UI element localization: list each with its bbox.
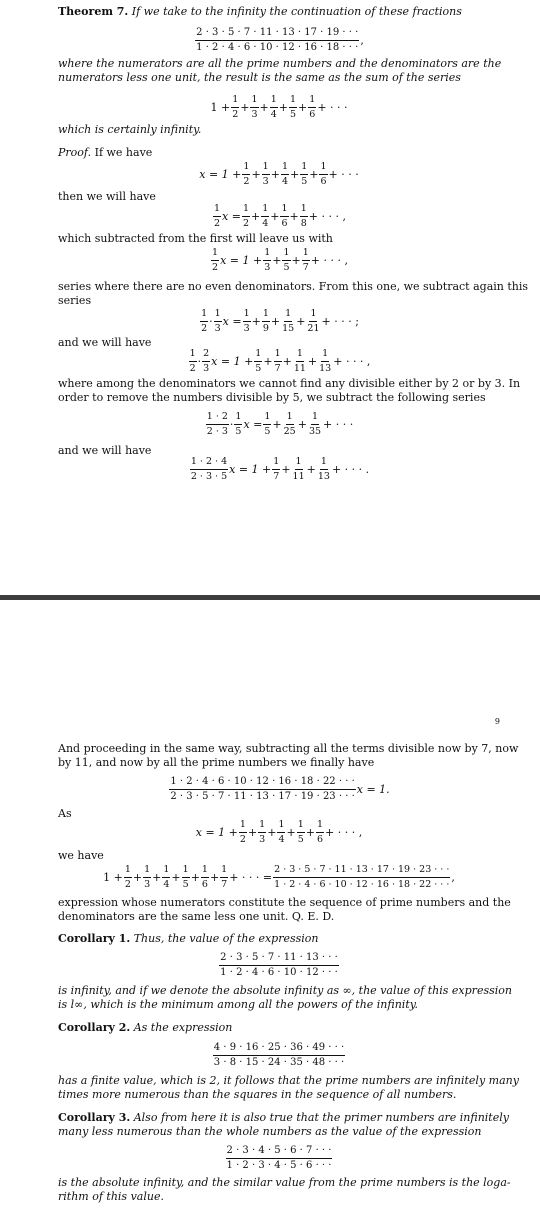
equation-corollary-2 bbox=[58, 1036, 500, 1074]
body-line: order to remove the numbers divisible by 5, we subtract the following series bbox=[58, 391, 486, 404]
equation-odd-series: 1 2 x = 1 + $\frac{1}{3}$ + 1 5 + 1 7 + · · · , bbox=[212, 246, 348, 273]
body-line: and we will have bbox=[58, 336, 152, 349]
equation-result-series: 1 · 2 · 4 2 · 3 · 5 x = 1 + $\frac{1}{7}$ + 1 11 + 1 13 + · · · . bbox=[190, 455, 370, 482]
corollary-label: Corollary 3. bbox=[58, 1111, 131, 1124]
body-line: by 11, and now by all the prime numbers we finally have bbox=[58, 756, 375, 769]
theorem-label: Theorem 7. bbox=[58, 5, 129, 18]
body-line: then we will have bbox=[58, 190, 156, 203]
corollary-text-line: is the absolute infinity, and the similar value from the prime numbers is the loga- bbox=[58, 1176, 511, 1189]
theorem-7-statement bbox=[58, 5, 500, 19]
body-line: And proceeding in the same way, subtracting all the terms divisible now by 7, now bbox=[58, 742, 519, 755]
proof-intro: Proof. If we have bbox=[58, 146, 153, 159]
body-line: where among the denominators we cannot find any divisible either by 2 or by 3. In bbox=[58, 377, 521, 390]
fraction: 1 · 2 · 4 · 6 · 10 · 12 · 16 · 18 · 22 · · · 2 · 3 · 5 · 7 · 11 · 13 · 17 · 19 · 23 · · · bbox=[170, 775, 355, 802]
body-line: denominators are the same less one unit. Q. E. D. bbox=[58, 910, 335, 923]
body-line: we have bbox=[58, 849, 104, 862]
body-line: series where there are no even denominators. From this one, we subtract again this bbox=[58, 280, 529, 293]
theorem-text-line: which is certainly infinity. bbox=[58, 123, 202, 136]
corollary-3-intro: Corollary 3. Also from here it is also true that the primer numbers are infinitely bbox=[58, 1111, 509, 1124]
body-line: series bbox=[58, 294, 92, 307]
body-line: and we will have bbox=[58, 444, 152, 457]
corollary-text-line: rithm of this value. bbox=[58, 1190, 164, 1203]
equation-two-thirds: 1 2 · 2 3 x = 1 + $\frac{1}{5}$ + 1 7 + 1 11 + 1 13 + · · · , bbox=[189, 347, 371, 374]
equation-corollary-1 bbox=[58, 946, 500, 984]
equation-x-series: x = 1 + $\frac{1}{2}$ + 1 3 + 1 4 + 1 5 + 1 6 + · · · , bbox=[195, 818, 363, 845]
body-line: expression whose numerators constitute the sequence of prime numbers and the bbox=[58, 896, 511, 909]
equation-euler-product: 1 + $\frac{1}{2}$ + 1 3 + 1 4 + 1 5 + 1 6 + 1 7 + · · · = $\frac{2 \cdot 3 \cdot 5 \cdot 7 \cdot 11 \cdot 13 \cdot 17 \cdot 19 \cdot 23 \cdot \cdot \cdot}{1 \cdot 2 \cdot 4 \cdot 6 \cdot 10 \cdot 12 \cdot 16 \cdot 18 \cdot 22 \cdot \cdot \cdot}$ , bbox=[103, 863, 455, 890]
corollary-label: Corollary 1. bbox=[58, 932, 131, 945]
theorem-text: If we take to the infinity the continuation of these fractions bbox=[131, 5, 462, 18]
corollary-label: Corollary 2. bbox=[58, 1021, 131, 1034]
fraction: 4 · 9 · 16 · 25 · 36 · 49 · · · 3 · 8 · 15 · 24 · 35 · 48 · · · bbox=[213, 1041, 345, 1068]
fraction: 2 · 3 · 4 · 5 · 6 · 7 · · · 1 · 2 · 3 · 4 · 5 · 6 · · · bbox=[226, 1144, 332, 1171]
page-number: 9 bbox=[494, 717, 500, 726]
corollary-text-line: many less numerous than the whole numbers as the value of the expression bbox=[58, 1125, 482, 1138]
corollary-2-intro: Corollary 2. As the expression bbox=[58, 1021, 233, 1034]
equation-x-series: x = 1 + $\frac{1}{2}$ + 1 3 + 1 4 + 1 5 + 1 6 + · · · bbox=[199, 160, 359, 187]
equation-corollary-3 bbox=[58, 1139, 500, 1177]
equation-half-x: 1 2 x = $\frac{1}{2}$ + 1 4 + 1 6 + 1 8 + · · · , bbox=[213, 202, 346, 229]
corollary-text-line: has a finite value, which is 2, it follows that the prime numbers are infinitely many bbox=[58, 1074, 519, 1087]
equation-final-product: 1 · 2 · 4 · 6 · 10 · 12 · 16 · 18 · 22 · · · 2 · 3 · 5 · 7 · 11 · 13 · 17 · 19 · 23 · · · x = 1. bbox=[170, 775, 390, 802]
page-1 bbox=[0, 0, 540, 595]
corollary-text-line: times more numerous than the squares in the sequence of all numbers. bbox=[58, 1088, 457, 1101]
page-2 bbox=[0, 600, 540, 1209]
corollary-text-line: is infinity, and if we denote the absolute infinity as ∞, the value of this expression bbox=[58, 984, 512, 997]
fraction: 2 · 3 · 5 · 7 · 11 · 13 · · · 1 · 2 · 4 · 6 · 10 · 12 · · · bbox=[220, 951, 338, 978]
equation-harmonic-series: 1 + $\frac{1}{2}$ + 1 3 + 1 4 + 1 5 + 1 6 + · · · bbox=[210, 93, 348, 120]
body-line: which subtracted from the first will leave us with bbox=[58, 232, 333, 245]
corollary-1-intro: Corollary 1. Thus, the value of the expression bbox=[58, 932, 319, 945]
proof-label: Proof. bbox=[58, 146, 92, 159]
equation-third-series: 1 2 · 1 3 x = $\frac{1}{3}$ + 1 9 + 1 15 + 1 21 + · · · ; bbox=[201, 307, 359, 334]
body-line: As bbox=[58, 807, 72, 820]
fraction: $\frac{2 \cdot 3 \cdot 5 \cdot 7 \cdot 11 \cdot 13 \cdot 17 \cdot 19 \cdot 23 \cdot \cdot \cdot}{1 \cdot 2 \cdot 4 \cdot 6 \cdot 10 \cdot 12 \cdot 16 \cdot 18 \cdot 22 \cdot \cdot \cdot}$ bbox=[274, 863, 450, 890]
theorem-text-line: where the numerators are all the prime numbers and the denominators are the bbox=[58, 57, 502, 70]
corollary-text-line: is l∞, which is the minimum among all the powers of the infinity. bbox=[58, 998, 418, 1011]
theorem-text-line: numerators less one unit, the result is the same as the sum of the series bbox=[58, 71, 461, 84]
equation-product-fractions: 2 · 3 · 5 · 7 · 11 · 13 · 17 · 19 · · · 1 · 2 · 4 · 6 · 10 · 12 · 16 · 18 · · · , bbox=[196, 26, 364, 53]
equation-fifth-series: 1 · 2 2 · 3 · 1 5 x = $\frac{1}{5}$ + 1 25 + 1 35 + · · · bbox=[206, 410, 354, 437]
fraction: 2 · 3 · 5 · 7 · 11 · 13 · 17 · 19 · · · 1 · 2 · 4 · 6 · 10 · 12 · 16 · 18 · · · bbox=[196, 26, 359, 53]
